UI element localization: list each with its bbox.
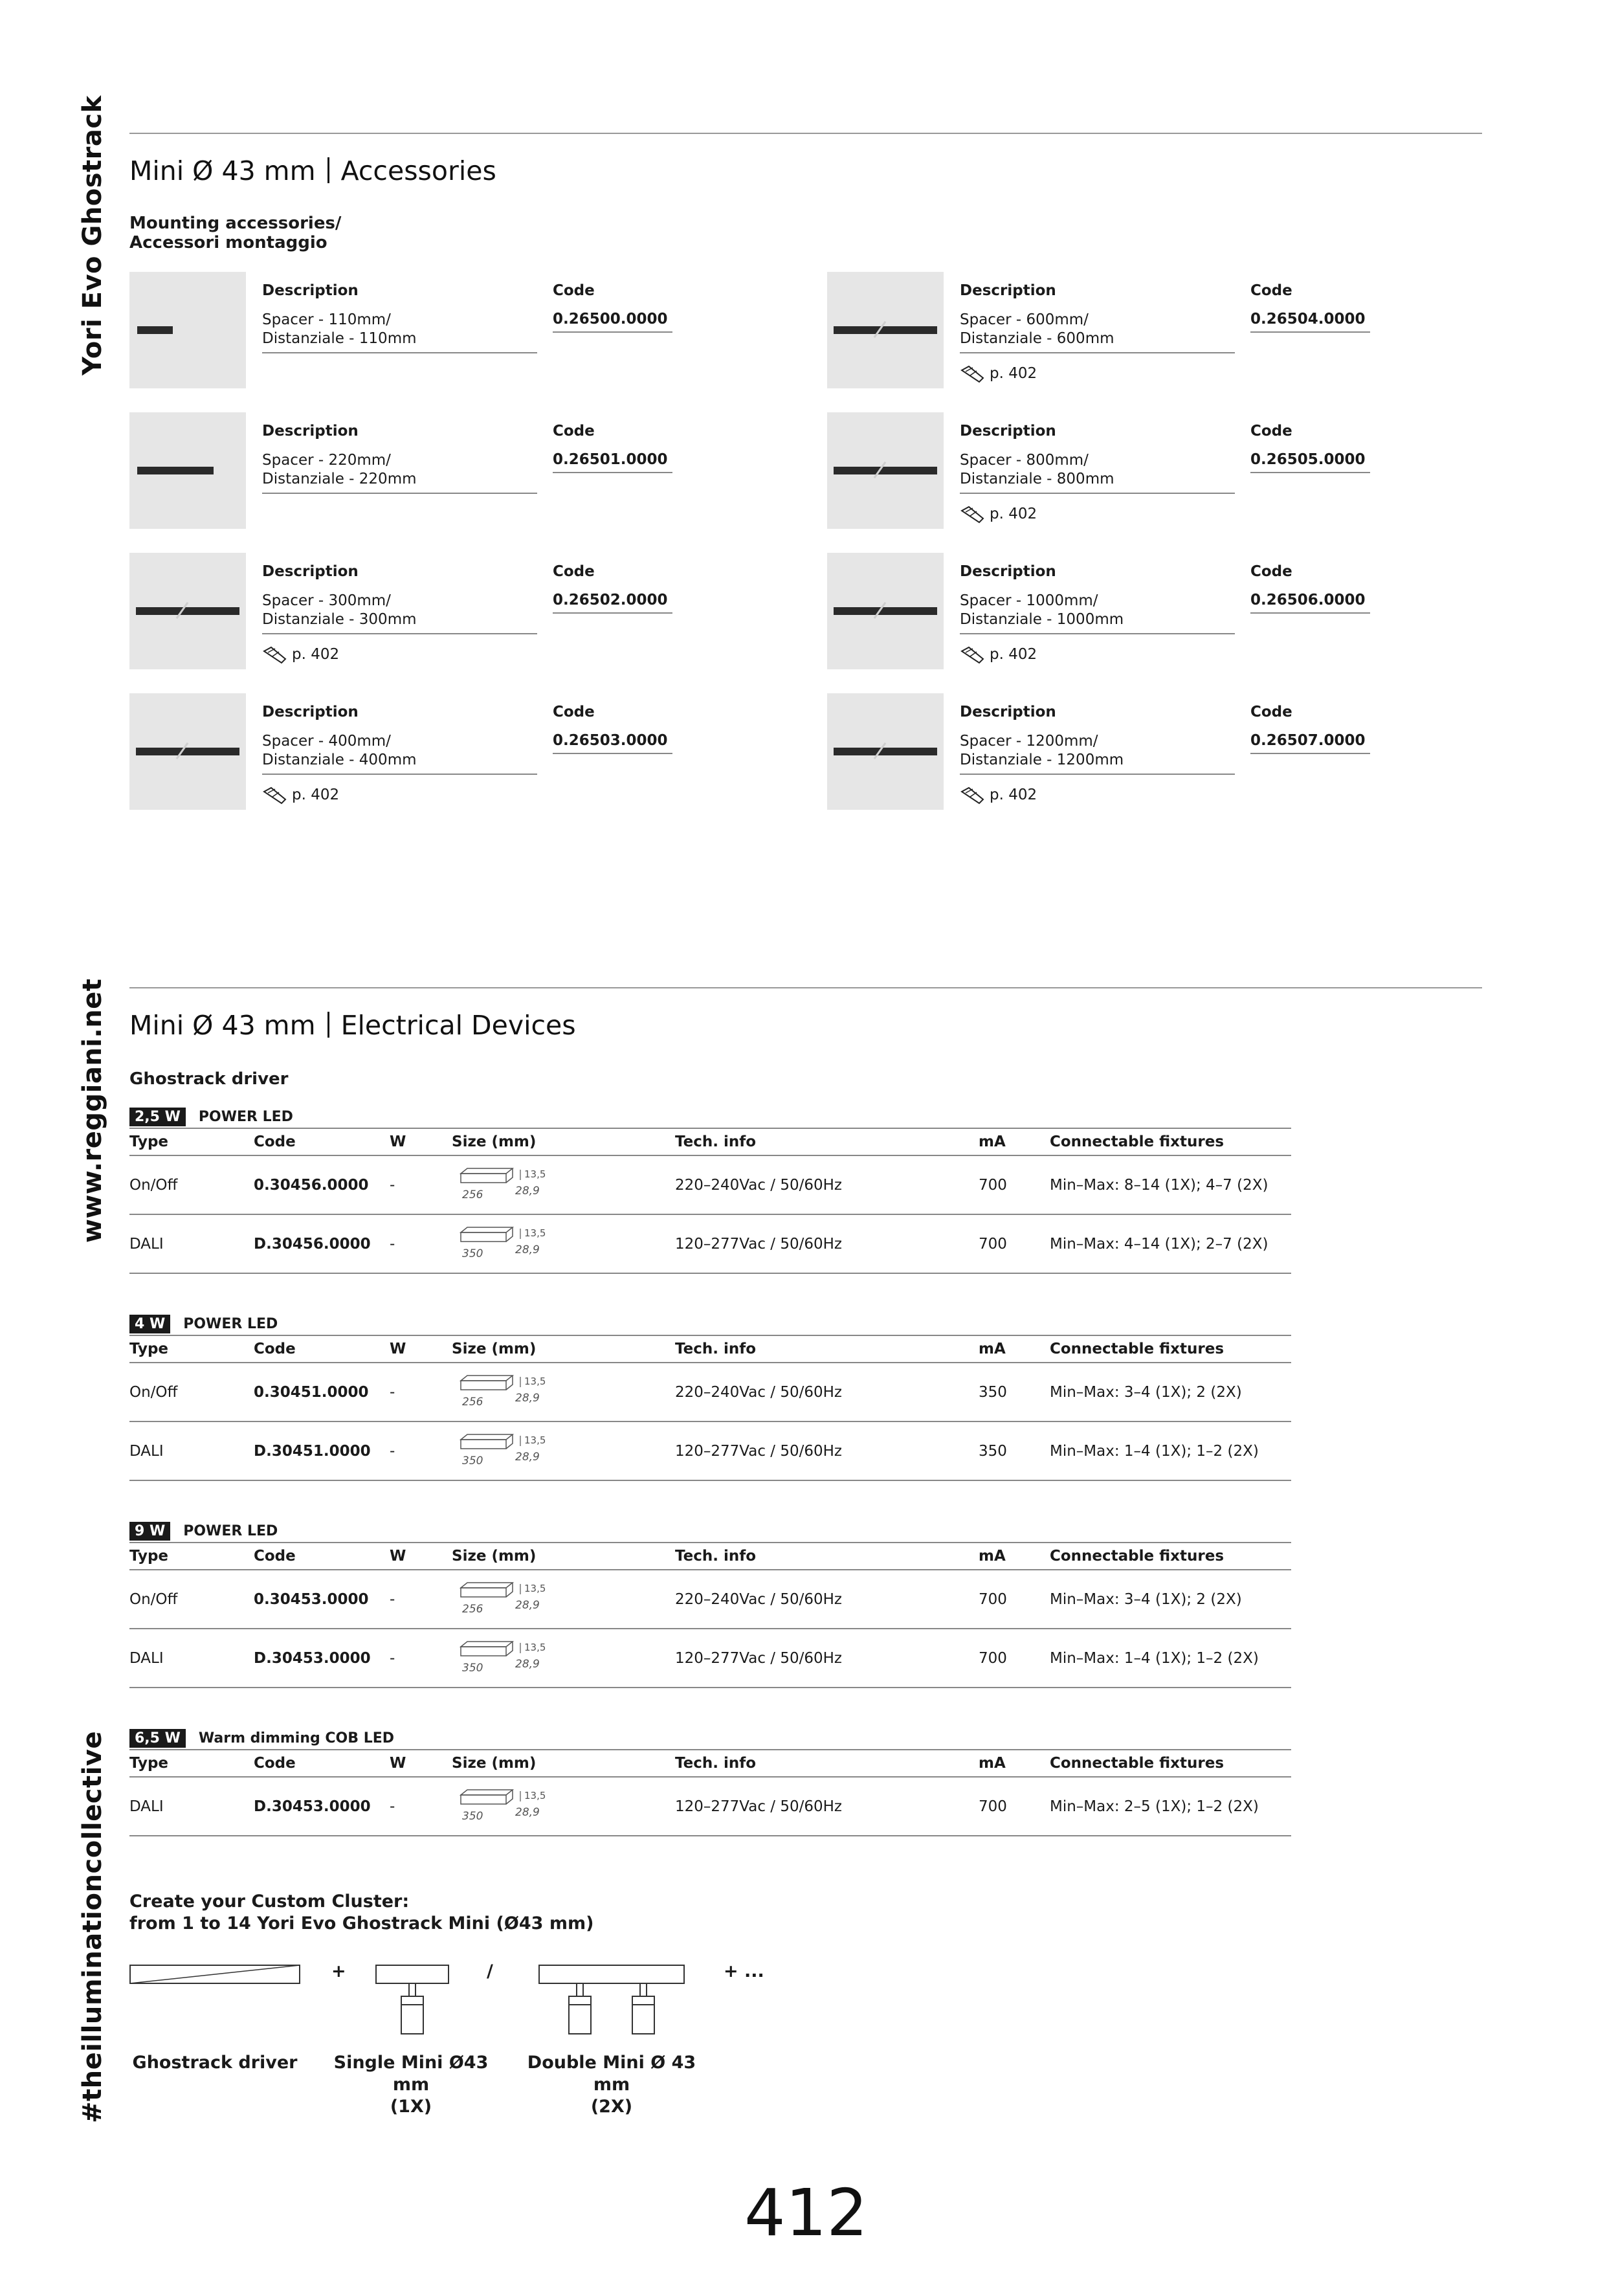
cell-tech: 220–240Vac / 50/60Hz xyxy=(675,1383,843,1401)
spacer-image-bar xyxy=(834,748,937,755)
cluster-slash: / xyxy=(487,1961,493,1981)
header-size: Size (mm) xyxy=(452,1133,537,1150)
cell-ma: 700 xyxy=(979,1649,1007,1667)
title-separator xyxy=(327,1012,329,1038)
page-reference-text: p. 402 xyxy=(990,646,1037,663)
size-height: 13,5 xyxy=(524,1434,546,1446)
double-mini-caption-line1: Double Mini Ø 43 mm xyxy=(527,2053,696,2095)
accessory-code: 0.26503.0000 xyxy=(553,732,672,754)
driver-group-header xyxy=(129,1313,1291,1335)
size-depth: 28,9 xyxy=(515,1805,540,1819)
header-size: Size (mm) xyxy=(452,1755,537,1772)
accessory-item xyxy=(827,693,1500,810)
header-fixtures: Connectable fixtures xyxy=(1050,1341,1225,1357)
driver-table xyxy=(129,1313,1291,1481)
table-row xyxy=(129,1629,1291,1688)
accessory-description xyxy=(262,732,537,775)
cell-ma: 350 xyxy=(979,1383,1007,1401)
accessory-code: 0.26507.0000 xyxy=(1250,732,1370,754)
accessory-description xyxy=(262,592,537,634)
spacer-image xyxy=(827,272,944,388)
page-reference xyxy=(262,785,339,805)
page-reference xyxy=(960,645,1037,664)
header-tech: Tech. info xyxy=(675,1341,757,1357)
header-type: Type xyxy=(129,1548,169,1565)
led-type-label: POWER LED xyxy=(183,1315,278,1332)
header-type: Type xyxy=(129,1341,169,1357)
accessory-description-line1: Spacer - 1200mm/ xyxy=(960,733,1098,750)
spacer-image xyxy=(129,693,246,810)
table-row xyxy=(129,1215,1291,1274)
accessory-description-line2: Distanziale - 400mm xyxy=(262,752,417,768)
table-row xyxy=(129,1156,1291,1215)
description-label: Description xyxy=(960,563,1056,580)
driver-table xyxy=(129,1727,1291,1836)
accessory-description xyxy=(262,311,537,353)
accessories-title-section: Accessories xyxy=(340,155,496,186)
driver-diagram xyxy=(129,1965,300,1985)
cell-type: DALI xyxy=(129,1235,164,1253)
code-label: Code xyxy=(553,423,595,440)
cell-fixtures: Min–Max: 1–4 (1X); 1–2 (2X) xyxy=(1050,1442,1259,1460)
cell-code: D.30453.0000 xyxy=(254,1649,371,1667)
header-ma: mA xyxy=(979,1341,1006,1357)
accessory-description xyxy=(960,451,1235,494)
accessory-code: 0.26502.0000 xyxy=(553,592,672,614)
size-depth: 28,9 xyxy=(515,1450,540,1464)
accessory-item xyxy=(827,553,1500,669)
header-tech: Tech. info xyxy=(675,1755,757,1772)
cell-fixtures: Min–Max: 3–4 (1X); 2 (2X) xyxy=(1050,1590,1242,1608)
spacer-image-bar xyxy=(834,607,937,615)
title-separator xyxy=(327,157,329,183)
tool-icon xyxy=(262,785,288,805)
accessory-description-line1: Spacer - 110mm/ xyxy=(262,311,391,328)
code-label: Code xyxy=(1250,423,1292,440)
header-size: Size (mm) xyxy=(452,1341,537,1357)
cell-type: DALI xyxy=(129,1649,164,1667)
page-reference-text: p. 402 xyxy=(292,646,340,663)
side-label-brand: Yori Evo Ghostrack xyxy=(78,95,107,375)
cell-ma: 700 xyxy=(979,1235,1007,1253)
accessory-code: 0.26500.0000 xyxy=(553,311,672,333)
header-ma: mA xyxy=(979,1548,1006,1565)
cell-code: D.30453.0000 xyxy=(254,1798,371,1815)
accessory-description-line2: Distanziale - 300mm xyxy=(262,611,417,628)
size-height: 13,5 xyxy=(524,1789,546,1801)
accessory-description-line2: Distanziale - 110mm xyxy=(262,330,417,347)
spacer-image-bar xyxy=(834,467,937,474)
cell-fixtures: Min–Max: 1–4 (1X); 1–2 (2X) xyxy=(1050,1649,1259,1667)
cell-tech: 120–277Vac / 50/60Hz xyxy=(675,1798,843,1815)
table-row xyxy=(129,1570,1291,1629)
cell-tech: 120–277Vac / 50/60Hz xyxy=(675,1235,843,1253)
tool-icon xyxy=(262,645,288,664)
electrical-title-product: Mini Ø 43 mm xyxy=(129,1010,316,1041)
header-tech: Tech. info xyxy=(675,1133,757,1150)
cell-code: D.30451.0000 xyxy=(254,1442,371,1460)
cell-code: D.30456.0000 xyxy=(254,1235,371,1253)
accessory-description-line2: Distanziale - 220mm xyxy=(262,471,417,487)
spacer-image-bar xyxy=(834,326,937,334)
spacer-image-bar xyxy=(136,748,239,755)
double-mini-caption-line2: (2X) xyxy=(590,2097,633,2117)
cell-ma: 700 xyxy=(979,1176,1007,1194)
cluster-more: + ... xyxy=(724,1961,764,1981)
cell-tech: 220–240Vac / 50/60Hz xyxy=(675,1590,843,1608)
wattage-badge: 4 W xyxy=(129,1315,170,1333)
accessory-description xyxy=(960,592,1235,634)
size-length: 256 xyxy=(462,1395,483,1409)
code-label: Code xyxy=(553,704,595,720)
single-mini-caption xyxy=(317,2052,505,2118)
spacer-image-bar xyxy=(136,607,239,615)
driver-size-drawing xyxy=(453,1786,563,1827)
accessory-item xyxy=(129,412,803,529)
table-row xyxy=(129,1363,1291,1422)
wattage-badge: 6,5 W xyxy=(129,1729,186,1748)
page-reference xyxy=(262,645,339,664)
electrical-title-section: Electrical Devices xyxy=(340,1010,576,1041)
cell-type: On/Off xyxy=(129,1590,178,1608)
cell-fixtures: Min–Max: 2–5 (1X); 1–2 (2X) xyxy=(1050,1798,1259,1815)
size-depth: 28,9 xyxy=(515,1243,540,1256)
cell-w: - xyxy=(390,1176,395,1194)
accessory-code: 0.26504.0000 xyxy=(1250,311,1370,333)
tool-icon xyxy=(960,785,986,805)
page-reference-text: p. 402 xyxy=(292,786,340,803)
accessories-subtitle-line2: Accessori montaggio xyxy=(129,233,327,252)
spacer-image-bar xyxy=(137,467,214,474)
cell-type: On/Off xyxy=(129,1176,178,1194)
size-length: 350 xyxy=(462,1247,483,1260)
cell-fixtures: Min–Max: 3–4 (1X); 2 (2X) xyxy=(1050,1383,1242,1401)
accessory-description xyxy=(960,311,1235,353)
header-fixtures: Connectable fixtures xyxy=(1050,1548,1225,1565)
driver-group-header xyxy=(129,1727,1291,1749)
page-reference xyxy=(960,364,1037,383)
spacer-image xyxy=(827,553,944,669)
page-reference-text: p. 402 xyxy=(990,365,1037,382)
driver-size-drawing xyxy=(453,1165,563,1206)
cell-w: - xyxy=(390,1649,395,1667)
spacer-image xyxy=(827,693,944,810)
page-reference xyxy=(960,504,1037,524)
driver-group-header xyxy=(129,1106,1291,1128)
spacer-image xyxy=(827,412,944,529)
accessory-description-line2: Distanziale - 600mm xyxy=(960,330,1114,347)
page-reference xyxy=(960,785,1037,805)
table-header xyxy=(129,1749,1291,1778)
cell-tech: 120–277Vac / 50/60Hz xyxy=(675,1442,843,1460)
page-reference-text: p. 402 xyxy=(990,506,1037,522)
cell-code: 0.30456.0000 xyxy=(254,1176,369,1194)
description-label: Description xyxy=(960,282,1056,299)
accessory-description xyxy=(262,451,537,494)
side-label-website: www.reggiani.net xyxy=(78,978,107,1243)
code-label: Code xyxy=(553,563,595,580)
tool-icon xyxy=(960,504,986,524)
description-label: Description xyxy=(262,423,359,440)
cell-fixtures: Min–Max: 4–14 (1X); 2–7 (2X) xyxy=(1050,1235,1269,1253)
page-reference-text: p. 402 xyxy=(990,786,1037,803)
accessory-description-line1: Spacer - 600mm/ xyxy=(960,311,1089,328)
size-length: 350 xyxy=(462,1661,483,1675)
cell-tech: 120–277Vac / 50/60Hz xyxy=(675,1649,843,1667)
cell-w: - xyxy=(390,1442,395,1460)
single-mini-diagram xyxy=(375,1965,450,2036)
size-depth: 28,9 xyxy=(515,1391,540,1405)
header-w: W xyxy=(390,1755,406,1772)
accessories-subtitle xyxy=(129,214,341,252)
driver-table xyxy=(129,1106,1291,1274)
code-label: Code xyxy=(553,282,595,299)
accessory-description-line2: Distanziale - 1200mm xyxy=(960,752,1124,768)
accessory-description-line2: Distanziale - 1000mm xyxy=(960,611,1124,628)
spacer-image xyxy=(129,272,246,388)
spacer-image xyxy=(129,553,246,669)
accessories-subtitle-line1: Mounting accessories/ xyxy=(129,214,342,233)
driver-group-header xyxy=(129,1520,1291,1542)
section-divider xyxy=(129,987,1482,988)
driver-size-drawing xyxy=(453,1579,563,1620)
header-code: Code xyxy=(254,1548,296,1565)
description-label: Description xyxy=(960,423,1056,440)
size-length: 256 xyxy=(462,1602,483,1616)
size-length: 350 xyxy=(462,1809,483,1823)
single-mini-caption-line1: Single Mini Ø43 mm xyxy=(333,2053,489,2095)
accessory-description-line1: Spacer - 400mm/ xyxy=(262,733,391,750)
cell-tech: 220–240Vac / 50/60Hz xyxy=(675,1176,843,1194)
header-code: Code xyxy=(254,1755,296,1772)
size-length: 350 xyxy=(462,1454,483,1467)
cell-w: - xyxy=(390,1383,395,1401)
accessory-item xyxy=(129,553,803,669)
cell-type: On/Off xyxy=(129,1383,178,1401)
table-header xyxy=(129,1542,1291,1570)
size-height: 13,5 xyxy=(524,1582,546,1594)
accessory-code: 0.26506.0000 xyxy=(1250,592,1370,614)
driver-size-drawing xyxy=(453,1431,563,1472)
header-code: Code xyxy=(254,1133,296,1150)
cell-fixtures: Min–Max: 8–14 (1X); 4–7 (2X) xyxy=(1050,1176,1269,1194)
header-tech: Tech. info xyxy=(675,1548,757,1565)
accessory-description-line1: Spacer - 800mm/ xyxy=(960,452,1089,469)
accessory-description-line2: Distanziale - 800mm xyxy=(960,471,1114,487)
led-type-label: POWER LED xyxy=(198,1108,293,1125)
header-w: W xyxy=(390,1133,406,1150)
driver-size-drawing xyxy=(453,1638,563,1679)
accessory-item xyxy=(129,693,803,810)
accessory-description-line1: Spacer - 1000mm/ xyxy=(960,592,1098,609)
size-depth: 28,9 xyxy=(515,1657,540,1671)
size-depth: 28,9 xyxy=(515,1598,540,1612)
wattage-badge: 2,5 W xyxy=(129,1108,186,1126)
size-height: 13,5 xyxy=(524,1227,546,1239)
code-label: Code xyxy=(1250,282,1292,299)
accessory-code: 0.26505.0000 xyxy=(1250,451,1370,473)
spacer-image xyxy=(129,412,246,529)
spacer-image-bar xyxy=(137,326,173,334)
cell-type: DALI xyxy=(129,1442,164,1460)
description-label: Description xyxy=(960,704,1056,720)
driver-size-drawing xyxy=(453,1223,563,1265)
double-mini-caption xyxy=(511,2052,712,2118)
led-type-label: POWER LED xyxy=(183,1522,278,1539)
size-height: 13,5 xyxy=(524,1168,546,1180)
accessory-item xyxy=(827,412,1500,529)
driver-size-drawing xyxy=(453,1372,563,1413)
size-length: 256 xyxy=(462,1188,483,1201)
driver-table xyxy=(129,1520,1291,1688)
section-divider xyxy=(129,133,1482,134)
size-depth: 28,9 xyxy=(515,1184,540,1198)
accessory-code: 0.26501.0000 xyxy=(553,451,672,473)
cluster-plus: + xyxy=(331,1961,346,1981)
header-fixtures: Connectable fixtures xyxy=(1050,1755,1225,1772)
table-row xyxy=(129,1422,1291,1481)
header-ma: mA xyxy=(979,1133,1006,1150)
electrical-subtitle: Ghostrack driver xyxy=(129,1069,289,1089)
cell-w: - xyxy=(390,1798,395,1815)
led-type-label: Warm dimming COB LED xyxy=(198,1730,394,1746)
accessory-description-line1: Spacer - 220mm/ xyxy=(262,452,391,469)
cell-w: - xyxy=(390,1590,395,1608)
electrical-title xyxy=(129,1010,576,1041)
single-mini-caption-line2: (1X) xyxy=(390,2097,432,2117)
table-header xyxy=(129,1335,1291,1363)
cell-ma: 350 xyxy=(979,1442,1007,1460)
header-w: W xyxy=(390,1548,406,1565)
description-label: Description xyxy=(262,282,359,299)
code-label: Code xyxy=(1250,704,1292,720)
header-size: Size (mm) xyxy=(452,1548,537,1565)
accessory-item xyxy=(129,272,803,388)
cluster-heading xyxy=(129,1891,593,1935)
cluster-heading-line2: from 1 to 14 Yori Evo Ghostrack Mini (Ø43 mm) xyxy=(129,1913,594,1934)
wattage-badge: 9 W xyxy=(129,1522,170,1541)
accessories-title xyxy=(129,155,496,186)
cell-type: DALI xyxy=(129,1798,164,1815)
accessory-item xyxy=(827,272,1500,388)
table-header xyxy=(129,1128,1291,1156)
size-height: 13,5 xyxy=(524,1375,546,1387)
accessory-description-line1: Spacer - 300mm/ xyxy=(262,592,391,609)
header-type: Type xyxy=(129,1755,169,1772)
tool-icon xyxy=(960,645,986,664)
header-code: Code xyxy=(254,1341,296,1357)
side-label-hashtag: #theilluminationcollective xyxy=(78,1731,107,2123)
cluster-heading-line1: Create your Custom Cluster: xyxy=(129,1891,410,1911)
header-w: W xyxy=(390,1341,406,1357)
accessories-title-product: Mini Ø 43 mm xyxy=(129,155,316,186)
cell-code: 0.30451.0000 xyxy=(254,1383,369,1401)
cell-w: - xyxy=(390,1235,395,1253)
header-ma: mA xyxy=(979,1755,1006,1772)
header-type: Type xyxy=(129,1133,169,1150)
accessory-description xyxy=(960,732,1235,775)
cell-code: 0.30453.0000 xyxy=(254,1590,369,1608)
description-label: Description xyxy=(262,563,359,580)
page-number: 412 xyxy=(744,2175,868,2251)
header-fixtures: Connectable fixtures xyxy=(1050,1133,1225,1150)
description-label: Description xyxy=(262,704,359,720)
cell-ma: 700 xyxy=(979,1798,1007,1815)
size-height: 13,5 xyxy=(524,1641,546,1653)
code-label: Code xyxy=(1250,563,1292,580)
table-row xyxy=(129,1778,1291,1836)
tool-icon xyxy=(960,364,986,383)
cell-ma: 700 xyxy=(979,1590,1007,1608)
driver-caption: Ghostrack driver xyxy=(132,2053,298,2073)
double-mini-diagram xyxy=(538,1965,685,2036)
